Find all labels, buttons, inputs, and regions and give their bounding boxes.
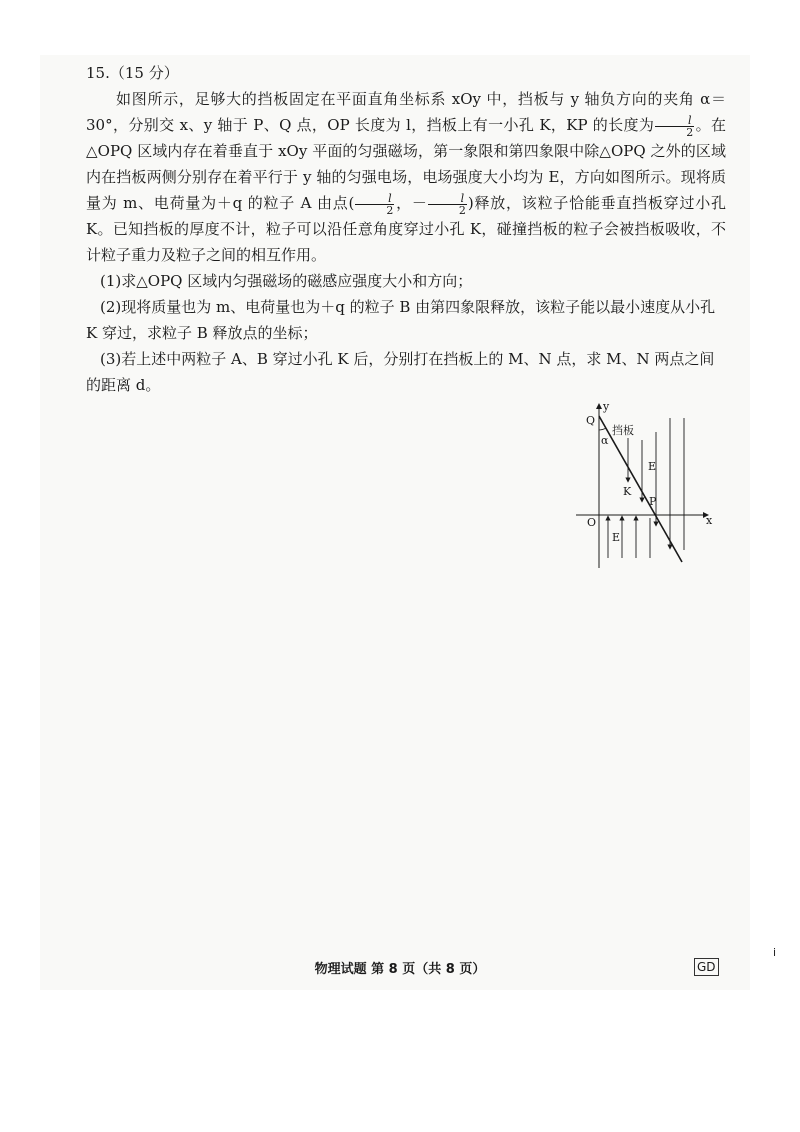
alpha-arc (599, 428, 606, 430)
problem-heading: 15.（15 分） (86, 64, 179, 82)
point-y-fraction (428, 193, 467, 216)
point-x-fraction (355, 193, 394, 216)
statement-part-2: 。在△OPQ 区域内存在着垂直于 xOy 平面的匀强磁场，第一象限和第四象限中除△OPQ 之外的区域内在挡板两侧分别存在着平行于 y 轴的匀强电场，电场强度大小均为 E，方向如图所示。现将质量为 m、电荷量为＋q 的粒子 A 由点( (86, 116, 726, 212)
edge-mark: i (773, 946, 777, 959)
label-e-upper: E (648, 460, 657, 473)
fraction-numerator: l (655, 115, 694, 127)
label-q: Q (586, 414, 596, 427)
label-e-lower: E (612, 531, 621, 544)
label-k: K (623, 485, 632, 498)
question-1: (1)求△OPQ 区域内匀强磁场的磁感应强度大小和方向； (100, 272, 473, 290)
statement-part-1: 如图所示，足够大的挡板固定在平面直角坐标系 xOy 中，挡板与 y 轴负方向的夹角 α＝30°，分别交 x、y 轴于 P、Q 点，OP 长度为 l，挡板上有一小孔 K，KP 的长度为 (86, 90, 726, 134)
physics-diagram (572, 400, 722, 575)
region-badge: GD (694, 958, 719, 976)
kp-length-fraction (655, 115, 694, 138)
label-o: O (587, 516, 597, 529)
diagram-svg (572, 400, 722, 575)
label-y: y (603, 400, 610, 413)
label-x: x (706, 514, 713, 527)
label-board: 挡板 (612, 424, 634, 437)
fraction-numerator: l (428, 193, 467, 205)
fraction-denominator: 2 (686, 125, 694, 139)
question-3: (3)若上述中两粒子 A、B 穿过小孔 K 后，分别打在挡板上的 M、N 点，求 M、N 两点之间的距离 d。 (86, 350, 715, 394)
problem-statement (86, 86, 726, 268)
label-alpha: α (601, 434, 609, 447)
statement-part-3: )释放，该粒子恰能垂直挡板穿过小孔 K。已知挡板的厚度不计，粒子可以沿任意角度穿过小孔 K，碰撞挡板的粒子会被挡板吸收，不计粒子重力及粒子之间的相互作用。 (86, 194, 726, 264)
page-footer: 物理试题 第 8 页（共 8 页） (314, 962, 486, 977)
label-p: P (649, 495, 657, 508)
question-2: (2)现将质量也为 m、电荷量也为＋q 的粒子 B 由第四象限释放，该粒子能以最小速度从小孔 K 穿过，求粒子 B 释放点的坐标； (86, 298, 716, 342)
point-separator: ，－ (395, 194, 427, 212)
fraction-denominator: 2 (386, 203, 394, 217)
fraction-denominator: 2 (458, 203, 466, 217)
problem-15 (86, 60, 726, 398)
fraction-numerator: l (355, 193, 394, 205)
